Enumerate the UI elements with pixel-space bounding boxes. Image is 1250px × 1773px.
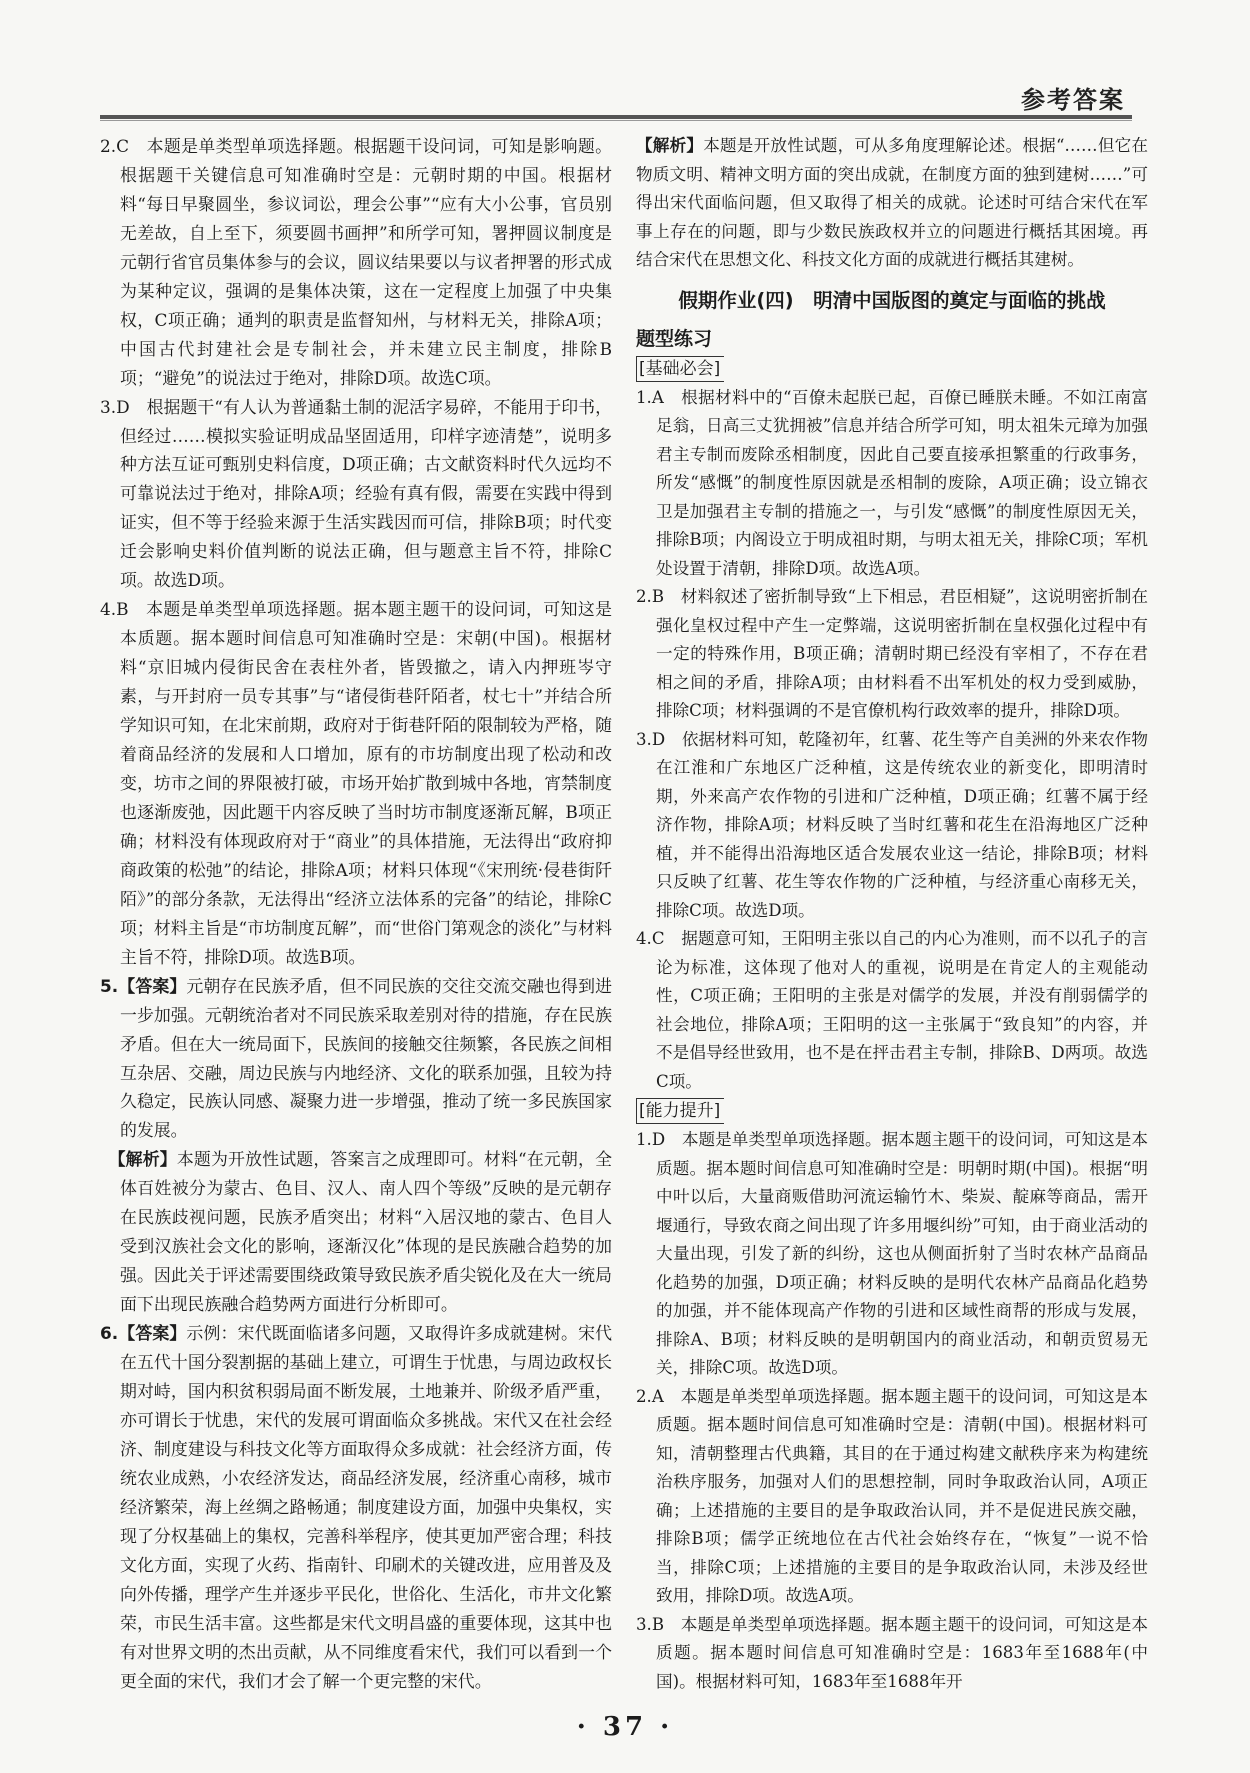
basic-item-3: 3.D 依据材料可知，乾隆初年，红薯、花生等产自美洲的外来农作物在江淮和广东地区广泛种植，这是传统农业的新变化，即明清时期，外来高产农作物的引进和广泛种植，D项正确；红薯不属于经济作物，排除A项；材料反映了当时红薯和花生在沿海地区广泛种植，并不能得出沿海地区适合发展农业这一结论，排除B项；材料只反映了红薯、花生等农作物的广泛种植，与经济重心南移无关，排除C项。故选D项。 <box>636 729 1148 920</box>
answer-item-3: 3.D 根据题干“有人认为普通黏土制的泥活字易碎，不能用于印书，但经过……模拟实验证明成品坚固适用，印样字迹清楚”，说明多种方法互证可甄别史料信度，D项正确；古文献资料时代久远均不可靠说法过于绝对，排除A项；经验有真有假，需要在实践中得到证实，但不等于经验来源于生活实践因而可信，排除B项；时代变迁会影响史料价值判断的说法正确，但与题意主旨不符，排除C项。故选D项。 <box>100 396 612 591</box>
basic-tag-label: 基础必会 <box>645 358 714 379</box>
page-number: · 37 · <box>576 1712 674 1742</box>
ability-item-3: 3.B 本题是单类型单项选择题。据本题主题干的设问词，可知这是本质题。据本题时间信息可知准确时空是：1683年至1688年(中国)。根据材料可知，1683年至1688年开 <box>636 1614 1148 1691</box>
basic-tag: [基础必会] <box>636 356 724 382</box>
header-title: 参考答案 <box>1021 86 1125 114</box>
analysis-label-5: 【解析】 <box>117 1149 177 1170</box>
header-rule-thin <box>100 120 1132 121</box>
analysis-text-5: 本题为开放性试题，答案言之成理即可。材料“在元朝，全体百姓被分为蒙古、色目、汉人、南人四个等级”反映的是元朝存在民族歧视问题，民族矛盾突出；材料“入居汉地的蒙古、色目人受到汉族社会文化的影响，逐渐汉化”体现的是民族融合趋势的加强。因此关于评述需要围绕政策导致民族矛盾尖锐化及在大一统局面下出现民族融合趋势两方面进行分析即可。 <box>120 1149 612 1315</box>
section-title: 假期作业(四) 明清中国版图的奠定与面临的挑战 <box>678 288 1106 312</box>
ability-tag: [能力提升] <box>636 1098 724 1124</box>
analysis-item-5 <box>100 1145 612 1319</box>
answer-text-5: 元朝存在民族矛盾，但不同民族的交往交流交融也得到进一步加强。元朝统治者对不同民族采取差别对待的措施，存在民族矛盾。但在大一统局面下，民族间的接触交往频繁，各民族之间相互杂居、交融，周边民族与内地经济、文化的联系加强，且较为持久稳定，民族认同感、凝聚力进一步增强，推动了统一多民族国家的发展。 <box>120 975 612 1141</box>
basic-item-2: 2.B 材料叙述了密折制导致“上下相忌，君臣相疑”，这说明密折制在强化皇权过程中产生一定弊端，这说明密折制在皇权强化过程中有一定的特殊作用，B项正确；清朝时期已经没有宰相了，不存在君相之间的矛盾，排除A项；由材料看不出军机处的权力受到威胁，排除C项；材料强调的不是官僚机构行政效率的提升，排除D项。 <box>636 587 1148 720</box>
answer-item-5 <box>100 972 612 1146</box>
answer-item-2: 2.C 本题是单类型单项选择题。根据题干设问词，可知是影响题。根据题干关键信息可知准确时空是：元朝时期的中国。根据材料“每日早聚圆坐，参议词讼，理会公事”“应有大小公事，官员别无差故，自上至下，须要圆书画押”和所学可知，署押圆议制度是元朝行省官员集体参与的会议，圆议结果要以与议者押署的形式成为某种定议，强调的是集体决策，这在一定程度上加强了中央集权，C项正确；通判的职责是监督知州，与材料无关，排除A项；中国古代封建社会是专制社会，并未建立民主制度，排除B项；“避免”的说法过于绝对，排除D项。故选C项。 <box>100 136 612 388</box>
answer-item-6 <box>100 1319 612 1695</box>
basic-item-4: 4.C 据题意可知，王阳明主张以自己的内心为准则，而不以孔子的言论为标准，这体现了他对人的重视，说明是在肯定人的主观能动性，C项正确；王阳明的主张是对儒学的发展，并没有削弱儒学的社会地位，排除A项；王阳明的这一主张属于“致良知”的内容，并不是倡导经世致用，也不是在抨击君主专制，排除B、D两项。故选C项。 <box>636 929 1148 1091</box>
left-column <box>100 132 612 1695</box>
basic-item-1: 1.A 根据材料中的“百僚未起朕已起，百僚已睡朕未睡。不如江南富足翁，日高三丈犹拥被”信息并结合所学可知，明太祖朱元璋为加强君主专制而废除丞相制度，因此自己要直接承担繁重的行政事务，所发“感慨”的制度性原因就是丞相制的废除，A项正确；设立锦衣卫是加强君主专制的措施之一，与引发“感慨”的制度性原因无关，排除B项；内阁设立于明成祖时期，与明太祖无关，排除C项；军机处设置于清朝，排除D项。故选A项。 <box>636 387 1148 578</box>
analysis-item-6 <box>636 132 1148 275</box>
ability-item-2: 2.A 本题是单类型单项选择题。据本题主题干的设问词，可知这是本质题。据本题时间信息可知准确时空是：清朝(中国)。根据材料可知，清朝整理古代典籍，其目的在于通过构建文献秩序来为构建统治秩序服务，加强对人们的思想控制，同时争取政治认同，A项正确；上述措施的主要目的是争取政治认同，并不是促进民族交融，排除B项；儒学正统地位在古代社会始终存在，“恢复”一说不恰当，排除C项；上述措施的主要目的是争取政治认同，未涉及经世致用，排除D项。故选A项。 <box>636 1386 1148 1605</box>
answer-label-5: 5.【答案】 <box>100 975 187 996</box>
analysis-label-6: 【解析】 <box>636 136 704 155</box>
ability-item-1: 1.D 本题是单类型单项选择题。据本题主题干的设问词，可知这是本质题。据本题时间信息可知准确时空是：明朝时期(中国)。根据“明中叶以后，大量商贩借助河流运输竹木、柴炭、靛麻等商品，需开堰通行，导致农商之间出现了许多用堰纠纷”可知，由于商业活动的大量出现，引发了新的纠纷，这也从侧面折射了当时农林产品商品化趋势的加强，D项正确；材料反映的是明代农林产品商品化趋势的加强，并不能体现高产作物的引进和区域性商帮的形成与发展，排除A、B项；材料反映的是明朝国内的商业活动，和朝贡贸易无关，排除C项。故选D项。 <box>636 1130 1148 1377</box>
ability-tag-label: 能力提升 <box>645 1101 714 1121</box>
analysis-text-6: 本题是开放性试题，可从多角度理解论述。根据“……但它在物质文明、精神文明方面的突出成就，在制度方面的独到建树……”可得出宋代面临问题，但又取得了相关的成就。论述时可结合宋代在军事上存在的问题，即与少数民族政权并立的问题进行概括其困境。再结合宋代在思想文化、科技文化方面的成就进行概括其建树。 <box>636 136 1149 269</box>
practice-heading: 题型练习 <box>636 328 713 350</box>
answer-item-4: 4.B 本题是单类型单项选择题。据本题主题干的设问词，可知这是本质题。据本题时间信息可知准确时空是：宋朝(中国)。根据材料“京旧城内侵街民舍在表柱外者，皆毁撤之，请入内押班岑守素，与开封府一员专其事”与“诸侵街巷阡陌者，杖七十”并结合所学知识可知，在北宋前期，政府对于街巷阡陌的限制较为严格，随着商品经济的发展和人口增加，原有的市坊制度出现了松动和改变，坊市之间的界限被打破，市场开始扩散到城中各地，宵禁制度也逐渐废弛，因此题干内容反映了当时坊市制度逐渐瓦解，B项正确；材料没有体现政府对于“商业”的具体措施，无法得出“政府抑商政策的松弛”的结论，排除A项；材料只体现“《宋刑统·侵巷街阡陌》”的部分条款，无法得出“经济立法体系的完备”的结论，排除C项；材料主旨是“市坊制度瓦解”，而“世俗门第观念的淡化”与材料主旨不符，排除D项。故选B项。 <box>100 599 612 967</box>
answer-text-6: 示例：宋代既面临诸多问题，又取得许多成就建树。宋代在五代十国分裂割据的基础上建立，可谓生于忧患，与周边政权长期对峙，国内积贫积弱局面不断发展，土地兼并、阶级矛盾严重，亦可谓长于忧患，宋代的发展可谓面临众多挑战。宋代又在社会经济、制度建设与科技文化等方面取得众多成就：社会经济方面，传统农业成熟，小农经济发达，商品经济发展，经济重心南移，城市经济繁荣，海上丝绸之路畅通；制度建设方面，加强中央集权，实现了分权基础上的集权，完善科举程序，使其更加严密合理；科技文化方面，实现了火药、指南针、印刷术的关键改进，应用普及及向外传播，理学产生并逐步平民化，世俗化、生活化，市井文化繁荣，市民生活丰富。这些都是宋代文明昌盛的重要体现，这其中也有对世界文明的杰出贡献，从不同维度看宋代，我们可以看到一个更全面的宋代，我们才会了解一个更完整的宋代。 <box>120 1323 612 1691</box>
right-column <box>636 132 1148 1696</box>
header-rule <box>100 115 1132 119</box>
answer-label-6: 6.【答案】 <box>100 1323 187 1344</box>
